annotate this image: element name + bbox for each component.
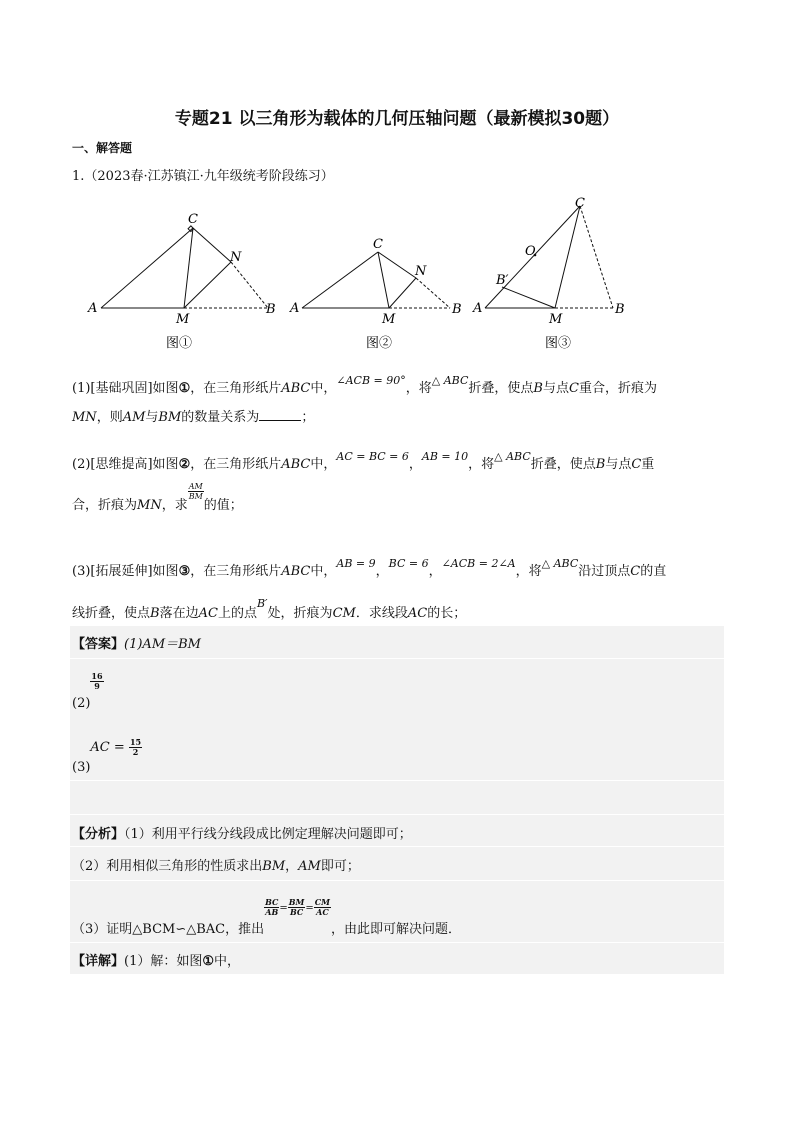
page-title: 专题21 以三角形为载体的几何压轴问题（最新模拟30题） [174, 109, 620, 129]
analysis-2-sep: ， [285, 859, 299, 874]
part2-abc: ABC [281, 457, 311, 472]
analysis-f1-den: AB [265, 907, 279, 917]
figure-2 [302, 252, 450, 308]
divider [70, 658, 724, 659]
fig2-label-c: C [373, 237, 383, 252]
part1-l2d: 的数量关系为 [181, 410, 260, 425]
part1-t1: ，在三角形纸片 [190, 381, 282, 396]
fig2-label-a: A [290, 301, 300, 316]
part1-t4: 折叠，使点 [468, 381, 534, 396]
answer-blank[interactable] [259, 408, 301, 421]
part1-bm: BM [158, 410, 182, 425]
part1-t6: 重合，折痕为 [578, 381, 657, 396]
part3-tri: △ ABC [541, 557, 579, 570]
divider [70, 846, 724, 847]
figure-3 [485, 206, 613, 308]
part3-cm: CM [332, 606, 356, 621]
part1-circ: ① [178, 381, 191, 396]
divider [70, 942, 724, 943]
part2-t6: 重 [641, 457, 655, 472]
analysis-2-am: AM [298, 859, 321, 874]
divider [70, 814, 724, 815]
detail-text: (1）解：如图 [124, 954, 203, 969]
answer-line1 [72, 633, 201, 652]
part2-cond2: AB = 10 [421, 450, 469, 463]
analysis-f2-num: BM [288, 897, 305, 907]
part3-t4: 沿过顶点 [578, 564, 631, 579]
analysis-eq-1: = [279, 903, 288, 914]
analysis-f1-num: BC [265, 897, 279, 907]
figure-1 [101, 226, 268, 308]
part3-lead: (3)[拓展延伸]如图 [72, 564, 179, 579]
part1-am: AM [122, 410, 146, 425]
analysis-frac-1 [264, 898, 279, 917]
fig3-label-c: C [575, 196, 585, 211]
part3-line1 [72, 557, 732, 582]
part3-t3: ，将 [515, 564, 542, 579]
part3-l2e: ．求线段 [355, 606, 408, 621]
part3-sep1: ， [375, 564, 389, 579]
fig2-caption: 图② [366, 336, 393, 351]
geometry-figures [80, 195, 640, 360]
fig3-caption: 图③ [545, 336, 572, 351]
analysis-frac-2 [288, 898, 306, 917]
fig2-label-b: B [452, 302, 462, 317]
detail-label: 【详解】 [72, 954, 125, 969]
part3-cond3: ∠ACB = 2∠A [441, 557, 516, 570]
analysis-line2 [72, 855, 360, 874]
part3-cond2: BC = 6 [388, 557, 429, 570]
part2-l2a: 合，折痕为 [72, 498, 138, 513]
part2-cond1: AC = BC = 6 [336, 450, 409, 463]
part2-sep: ， [408, 457, 422, 472]
part2-t3: ，将 [468, 457, 495, 472]
analysis-2a: （2）利用相似三角形的性质求出 [72, 859, 263, 874]
part2-t5: 与点 [605, 457, 632, 472]
part3-b: B [150, 606, 160, 621]
part3-t5: 的直 [640, 564, 667, 579]
part3-ac: AC [198, 606, 218, 621]
analysis-line3 [72, 896, 462, 937]
part1-l2c: 与 [145, 410, 159, 425]
detail-end: 中， [214, 954, 241, 969]
answer-2-den: 9 [94, 681, 100, 691]
part2-frac-num: AM [188, 482, 203, 491]
fig3-label-o: O [525, 244, 536, 259]
analysis-f3-num: CM [314, 897, 331, 907]
part1-t5: 与点 [542, 381, 569, 396]
fig1-label-a: A [88, 301, 98, 316]
detail-circ: ① [202, 954, 215, 969]
part1-t3: ，将 [405, 381, 432, 396]
part2-line1 [72, 450, 732, 475]
part3-l2d: 处，折痕为 [267, 606, 333, 621]
part3-circ: ③ [178, 564, 191, 579]
analysis-2-bm: BM [262, 859, 286, 874]
part2-circ: ② [178, 457, 191, 472]
part1-c: C [568, 381, 579, 396]
answer-line2 [72, 671, 104, 711]
part1-cond: ∠ACB = 90° [336, 374, 406, 387]
question-header [72, 165, 334, 184]
section-heading: 一、解答题 [72, 141, 133, 155]
part3-c: C [630, 564, 641, 579]
part1-line1 [72, 374, 732, 399]
analysis-3a: （3）证明△BCM∽△BAC，推出 [72, 922, 265, 937]
part3-cond1: AB = 9 [336, 557, 376, 570]
part2-l2b: ，求 [161, 498, 188, 513]
part1-t2: 中， [310, 381, 337, 396]
part2-lead: (2)[思维提高]如图 [72, 457, 179, 472]
part1-tri: △ ABC [431, 374, 469, 387]
answer-3-num: 15 [129, 737, 142, 747]
part1-mn: MN [72, 410, 97, 425]
answer-2-num: 16 [91, 671, 103, 681]
part1-abc: ABC [281, 381, 311, 396]
part1-l2e: ； [301, 410, 315, 425]
part2-b: B [595, 457, 606, 472]
fig1-label-n: N [230, 250, 242, 265]
part2-l2c: 的值； [203, 498, 243, 513]
detail-line [72, 950, 240, 969]
analysis-eq-2: = [305, 903, 314, 914]
part2-tri: △ ABC [494, 450, 531, 463]
fig3-label-b: B [615, 302, 625, 317]
fig2-label-m: M [382, 312, 396, 327]
divider [70, 780, 724, 781]
part2-c: C [631, 457, 642, 472]
analysis-frac-3 [314, 898, 331, 917]
question-number: 1. [72, 169, 85, 184]
part1-b: B [533, 381, 543, 396]
part3-l2f: 的长； [427, 606, 467, 621]
analysis-1: （1）利用平行线分线段成比例定理解决问题即可； [124, 827, 412, 842]
part3-l2a: 线折叠，使点 [72, 606, 151, 621]
analysis-f2-den: BC [289, 907, 304, 917]
part3-t1: ，在三角形纸片 [190, 564, 282, 579]
analysis-2b: 即可； [320, 859, 360, 874]
part3-line2 [72, 597, 467, 624]
fig1-caption: 图① [166, 336, 193, 351]
part3-l2b: 落在边 [159, 606, 199, 621]
part2-t1: ，在三角形纸片 [190, 457, 282, 472]
part3-sep2: ， [428, 564, 442, 579]
answer-2-prefix: (2) [72, 696, 91, 711]
answer-label: 【答案】 [72, 637, 125, 652]
analysis-label: 【分析】 [72, 827, 125, 842]
part2-t4: 折叠，使点 [530, 457, 596, 472]
part3-l2c: 上的点 [217, 606, 257, 621]
fig1-label-b: B [266, 302, 276, 317]
analysis-line1 [72, 823, 412, 842]
analysis-f3-den: AC [316, 907, 329, 917]
fig3-label-a: A [473, 301, 483, 316]
part2-line2 [72, 482, 243, 516]
part3-ac2: AC [407, 606, 428, 621]
part1-l2b: ，则 [96, 410, 123, 425]
answer-3-fraction [129, 738, 142, 757]
part2-t2: 中， [310, 457, 337, 472]
part1-lead: (1)[基础巩固]如图 [72, 381, 179, 396]
fig3-label-m: M [549, 312, 563, 327]
fig1-label-c: C [188, 212, 198, 227]
divider [70, 880, 724, 881]
fig3-label-bprime: B′ [496, 273, 509, 288]
part1-line2 [72, 408, 314, 428]
answer-3-prefix: (3) [72, 760, 91, 775]
fig2-label-n: N [415, 264, 427, 279]
answer-3-lhs: AC = [90, 740, 125, 755]
answer-3-den: 2 [132, 747, 139, 757]
answer-line3 [72, 737, 142, 775]
question-source: （2023春·江苏镇江·九年级统考阶段练习） [84, 169, 334, 184]
part2-frac-den: BM [188, 492, 203, 501]
answer-2-fraction [90, 672, 103, 691]
analysis-3b: ，由此即可解决问题． [331, 922, 462, 937]
part3-bprime: B′ [256, 597, 268, 610]
part3-abc: ABC [281, 564, 311, 579]
fig1-label-m: M [176, 312, 190, 327]
part3-t2: 中， [310, 564, 337, 579]
part2-mn: MN [137, 498, 162, 513]
answer-1: (1)AM＝BM [124, 637, 201, 652]
part2-fraction [188, 482, 204, 501]
